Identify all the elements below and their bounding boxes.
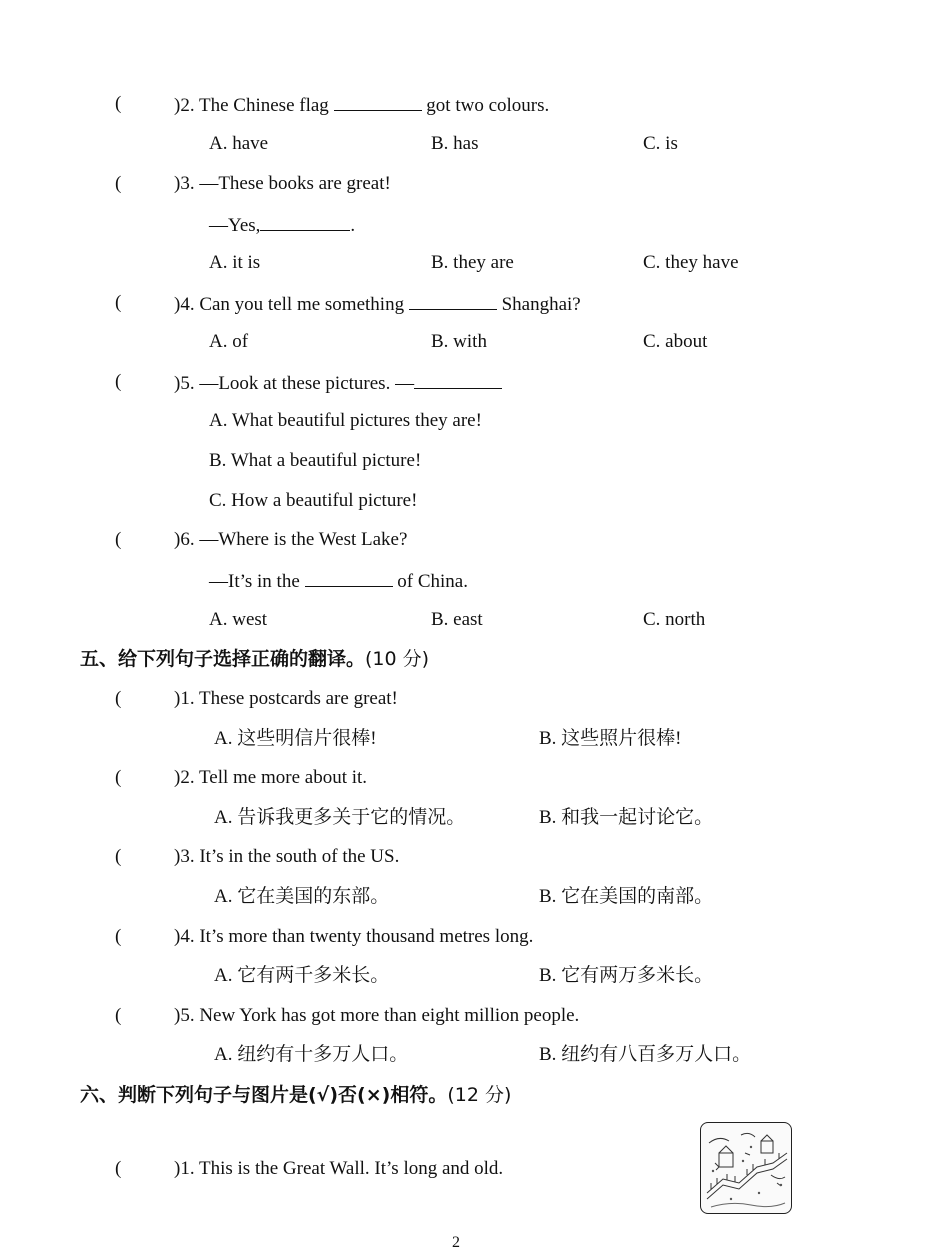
option-b: B. 纽约有八百多万人口。 xyxy=(539,1044,752,1065)
option-b: B. 它有两万多米长。 xyxy=(539,965,714,986)
answer-bracket: ( xyxy=(115,688,122,709)
question-text: Shanghai? xyxy=(501,294,581,315)
option-b: B. they are xyxy=(431,252,514,273)
option-b: B. with xyxy=(431,331,487,352)
question-number: )5. xyxy=(174,1005,195,1026)
question-number: )2. xyxy=(174,95,195,116)
question-6-reply xyxy=(209,568,468,594)
option-b: B. 和我一起讨论它。 xyxy=(539,807,714,828)
question-number: )1. xyxy=(174,1158,195,1179)
question-number: )4. xyxy=(174,926,195,947)
answer-blank[interactable] xyxy=(334,92,422,111)
question-4 xyxy=(174,291,581,317)
option-c: C. about xyxy=(643,331,708,352)
option-c: C. they have xyxy=(643,252,739,273)
section-points: (12 分) xyxy=(447,1084,512,1106)
section-heading: 六、判断下列句子与图片是(√)否(×)相符。 xyxy=(80,1084,448,1106)
answer-bracket: ( xyxy=(115,529,122,550)
option-c: C. How a beautiful picture! xyxy=(209,490,418,511)
question-text: It’s in the south of the US. xyxy=(199,846,400,867)
option-c: C. is xyxy=(643,133,678,154)
translation-item-4 xyxy=(174,925,533,949)
option-a: A. have xyxy=(209,133,269,154)
question-2 xyxy=(174,92,549,118)
answer-bracket: ( xyxy=(115,292,122,313)
page-number: 2 xyxy=(452,1234,460,1251)
option-a: A. What beautiful pictures they are! xyxy=(209,410,482,431)
option-a: A. it is xyxy=(209,252,261,273)
answer-bracket: ( xyxy=(115,926,122,947)
question-number: )2. xyxy=(174,767,195,788)
option-a: A. 告诉我更多关于它的情况。 xyxy=(214,807,466,828)
translation-item-5 xyxy=(174,1004,579,1028)
answer-blank[interactable] xyxy=(305,568,393,587)
question-number: )3. xyxy=(174,173,195,194)
question-3 xyxy=(174,172,391,196)
question-number: )5. xyxy=(174,373,195,394)
question-number: )1. xyxy=(174,688,195,709)
question-text: It’s more than twenty thousand metres long. xyxy=(199,926,534,947)
translation-item-2 xyxy=(174,766,367,790)
question-text: The Chinese flag xyxy=(199,95,329,116)
great-wall-sketch-icon xyxy=(701,1123,791,1213)
option-a: A. of xyxy=(209,331,249,352)
question-text: of China. xyxy=(397,571,468,592)
question-5 xyxy=(174,370,502,396)
question-text: This is the Great Wall. It’s long and old. xyxy=(199,1158,504,1179)
option-a: A. 它有两千多米长。 xyxy=(214,965,390,986)
question-text: Tell me more about it. xyxy=(199,767,368,788)
question-text: —It’s in the xyxy=(209,571,300,592)
option-a: A. 纽约有十多万人口。 xyxy=(214,1044,409,1065)
question-6 xyxy=(174,528,407,552)
option-a: A. 它在美国的东部。 xyxy=(214,886,390,907)
question-number: )6. xyxy=(174,529,195,550)
translation-item-1 xyxy=(174,687,398,711)
option-b: B. 它在美国的南部。 xyxy=(539,886,714,907)
answer-bracket: ( xyxy=(115,93,122,114)
question-number: )3. xyxy=(174,846,195,867)
option-a: A. west xyxy=(209,609,268,630)
answer-blank[interactable] xyxy=(414,370,502,389)
question-text: New York has got more than eight million people. xyxy=(199,1005,580,1026)
answer-blank[interactable] xyxy=(260,212,350,231)
option-b: B. has xyxy=(431,133,479,154)
answer-bracket: ( xyxy=(115,846,122,867)
translation-item-3 xyxy=(174,845,399,869)
answer-bracket: ( xyxy=(115,1005,122,1026)
section-5-title xyxy=(80,646,429,672)
question-text: —Look at these pictures. — xyxy=(199,373,415,394)
option-c: C. north xyxy=(643,609,706,630)
question-number: )4. xyxy=(174,294,195,315)
punctuation: . xyxy=(350,215,356,236)
question-text: —These books are great! xyxy=(199,173,391,194)
section-points: (10 分) xyxy=(365,648,430,670)
answer-blank[interactable] xyxy=(409,291,497,310)
great-wall-picture xyxy=(700,1122,792,1214)
section-6-title xyxy=(80,1082,511,1108)
question-3-reply xyxy=(209,212,355,238)
option-b: B. 这些照片很棒! xyxy=(539,728,682,749)
option-a: A. 这些明信片很棒! xyxy=(214,728,377,749)
answer-bracket: ( xyxy=(115,767,122,788)
judge-item-1 xyxy=(174,1157,503,1181)
question-text: Can you tell me something xyxy=(199,294,405,315)
question-text: These postcards are great! xyxy=(199,688,398,709)
question-text: —Yes, xyxy=(209,215,261,236)
question-text: —Where is the West Lake? xyxy=(199,529,408,550)
answer-bracket: ( xyxy=(115,371,122,392)
question-text: got two colours. xyxy=(426,95,550,116)
section-heading: 五、给下列句子选择正确的翻译。 xyxy=(80,648,366,670)
option-b: B. east xyxy=(431,609,483,630)
answer-bracket: ( xyxy=(115,1158,122,1179)
option-b: B. What a beautiful picture! xyxy=(209,450,422,471)
answer-bracket: ( xyxy=(115,173,122,194)
